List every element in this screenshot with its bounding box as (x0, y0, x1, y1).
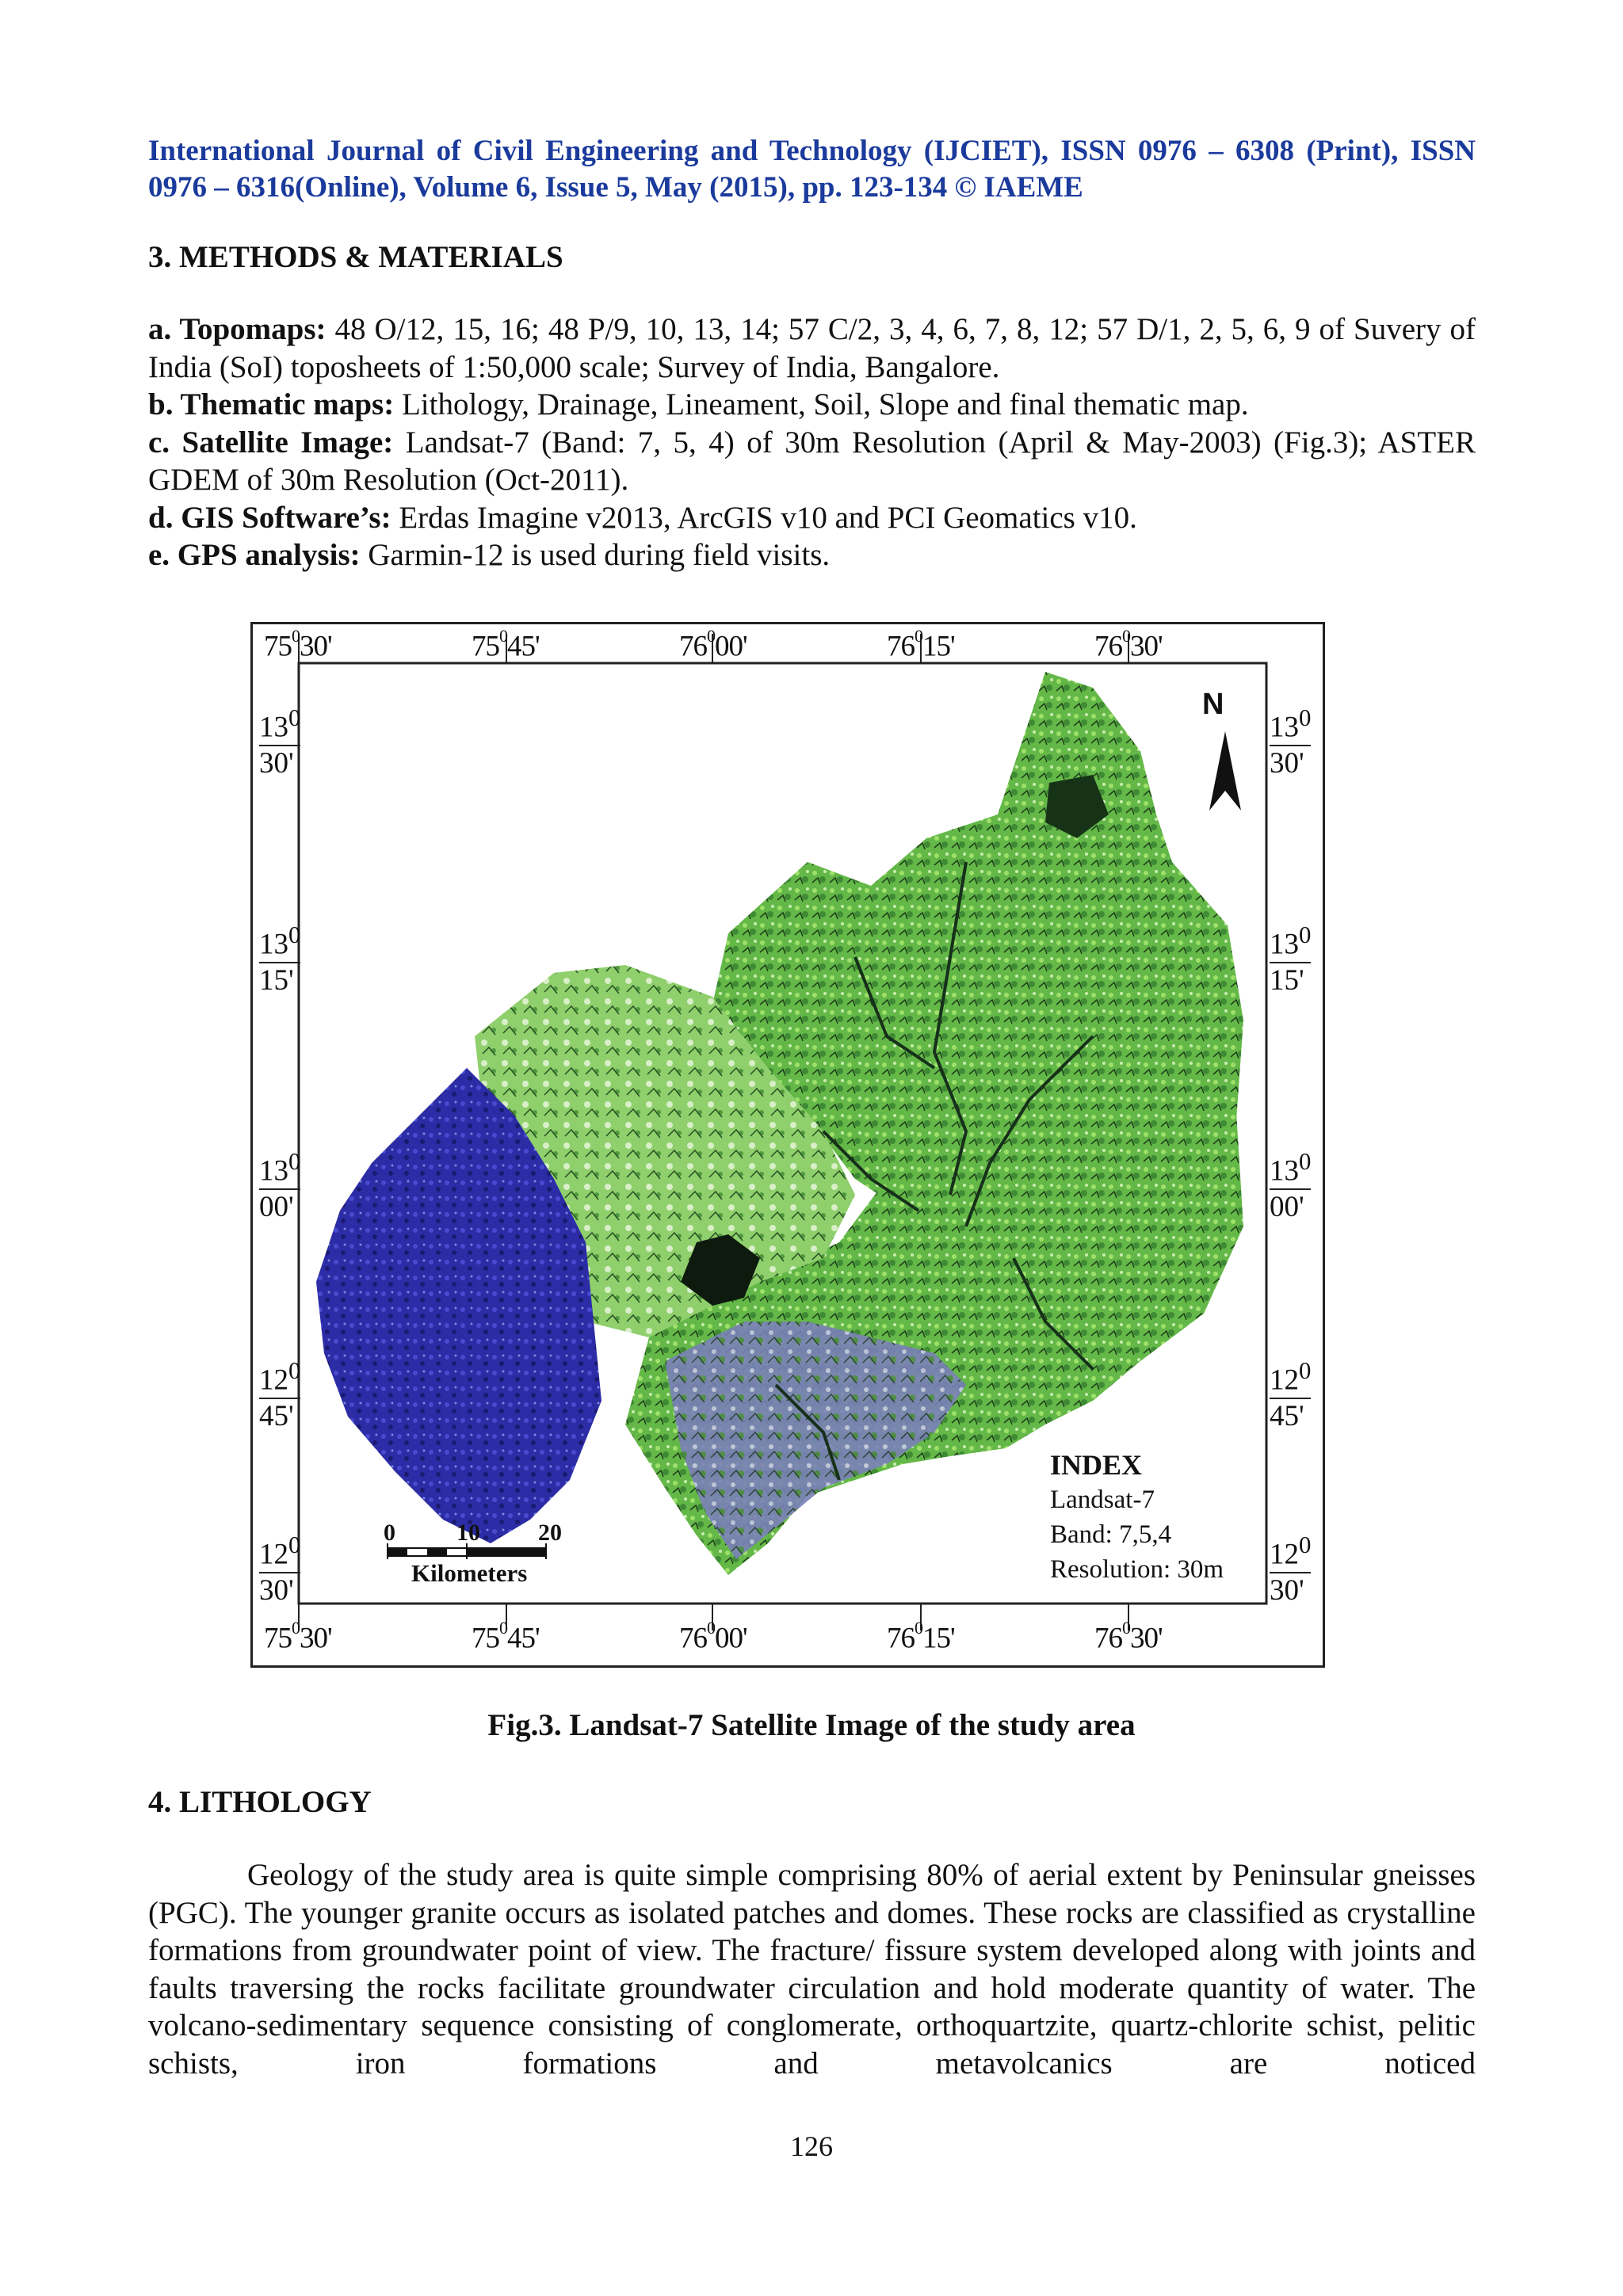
lon-minute: 45' (507, 630, 540, 663)
figure-caption: Fig.3. Landsat-7 Satellite Image of the study area (487, 1708, 1136, 1742)
degree-mark: 0 (915, 1618, 922, 1638)
lat-minute: 15' (1270, 962, 1311, 998)
materials-item-satellite (148, 424, 1476, 499)
materials-item-thematic (148, 386, 1476, 424)
lon-minute: 00' (715, 1622, 747, 1655)
degree-mark: 0 (915, 626, 922, 646)
item-text: Lithology, Drainage, Lineament, Soil, Slope and final thematic map. (394, 387, 1249, 421)
lat-degree: 13 (1270, 711, 1299, 744)
section-heading-methods: 3. METHODS & MATERIALS (148, 240, 563, 274)
scale-unit: Kilometers (411, 1559, 528, 1587)
degree-mark: 0 (499, 626, 507, 646)
scale-tick: 0 (384, 1520, 395, 1546)
item-text: Landsat-7 (Band: 7, 5, 4) of 30m Resolution (April & May-2003) (Fig.3); ASTER GDEM of 30m Resolution (Oct-2011). (148, 425, 1476, 497)
materials-item-gps (148, 536, 1476, 574)
lat-label-left (259, 1527, 300, 1608)
degree-mark: 0 (288, 1531, 301, 1558)
satellite-map-figure (250, 622, 1325, 1668)
degree-mark: 0 (707, 626, 715, 646)
lon-degree: 75 (264, 1622, 292, 1655)
lon-degree: 75 (472, 630, 499, 663)
item-text: Erdas Imagine v2013, ArcGIS v10 and PCI Geomatics v10. (391, 500, 1137, 535)
lon-label-top (1094, 626, 1163, 663)
journal-header: International Journal of Civil Engineering and Technology (IJCIET), ISSN 0976 – 6308 (Print), ISSN 0976 – 6316(Online), Volume 6, Issue 5, May (2015), pp. 123-134 © IAEME (148, 135, 1476, 204)
lon-degree: 76 (887, 630, 915, 663)
lon-minute: 00' (715, 630, 747, 663)
page-number: 126 (790, 2130, 833, 2162)
degree-mark: 0 (1299, 1148, 1312, 1175)
index-line: Band: 7,5,4 (1050, 1520, 1172, 1549)
lon-degree: 75 (264, 630, 292, 663)
lon-minute: 30' (300, 630, 332, 663)
degree-mark: 0 (288, 1148, 301, 1175)
lat-label-left (259, 917, 300, 998)
lon-label-bottom (264, 1618, 332, 1655)
lat-minute: 00' (1270, 1188, 1311, 1225)
degree-mark: 0 (1299, 1357, 1312, 1384)
degree-mark: 0 (288, 704, 301, 731)
lat-label-left (259, 1353, 300, 1434)
degree-mark: 0 (1299, 704, 1312, 731)
lon-degree: 76 (1094, 630, 1122, 663)
lat-label-right (1270, 700, 1311, 781)
lat-minute: 15' (259, 962, 300, 998)
index-line: Resolution: 30m (1050, 1555, 1224, 1584)
lon-label-top (679, 626, 747, 663)
lon-degree: 76 (679, 1622, 707, 1655)
lon-label-bottom (472, 1618, 540, 1655)
degree-mark: 0 (288, 921, 301, 948)
degree-mark: 0 (707, 1618, 715, 1638)
degree-mark: 0 (292, 1618, 300, 1638)
degree-mark: 0 (1122, 1618, 1130, 1638)
lat-degree: 12 (259, 1363, 288, 1397)
lat-degree: 13 (259, 928, 288, 961)
lat-degree: 13 (259, 1154, 288, 1188)
north-label: N (1202, 688, 1224, 721)
degree-mark: 0 (1299, 921, 1312, 948)
lat-label-left (259, 1144, 300, 1225)
lithology-paragraph: Geology of the study area is quite simple comprising 80% of aerial extent by Peninsular gneisses (PGC). The younger granite occurs as isolated patches and domes. These rocks are classified as crystalline formations from groundwater point of view. The fracture/ fissure system developed along with joints and faults traversing the rocks facilitate groundwater circulation and hold moderate quantity of water. The volcano-sedimentary sequence consisting of conglomerate, orthoquartzite, quartz-chlorite schist, pelitic schists, iron formations and metavolcanics are noticed (148, 1858, 1476, 2081)
lat-label-right (1270, 917, 1311, 998)
lon-degree: 75 (472, 1622, 499, 1655)
degree-mark: 0 (1122, 626, 1130, 646)
map-index (1050, 1447, 1224, 1587)
item-label: e. GPS analysis: (148, 538, 361, 572)
lat-degree: 12 (1270, 1538, 1299, 1571)
lon-label-bottom (887, 1618, 955, 1655)
lat-label-right (1270, 1527, 1311, 1608)
index-line: Landsat-7 (1050, 1486, 1155, 1514)
degree-mark: 0 (292, 626, 300, 646)
lat-minute: 30' (1270, 1572, 1311, 1608)
lon-label-bottom (1094, 1618, 1163, 1655)
lat-degree: 13 (259, 711, 288, 744)
scale-tick: 20 (538, 1520, 562, 1546)
section-heading-lithology: 4. LITHOLOGY (148, 1785, 372, 1819)
lat-minute: 30' (259, 1572, 300, 1608)
item-text: 48 O/12, 15, 16; 48 P/9, 10, 13, 14; 57 C/2, 3, 4, 6, 7, 8, 12; 57 D/1, 2, 5, 6, 9 of Suvery of India (SoI) toposheets of 1:50,000 scale; Survey of India, Bangalore. (148, 312, 1476, 384)
lat-degree: 13 (1270, 1154, 1299, 1188)
lon-label-top (887, 626, 955, 663)
lon-minute: 30' (1130, 630, 1163, 663)
materials-item-topomaps (148, 311, 1476, 386)
lat-minute: 30' (1270, 745, 1311, 781)
materials-item-software (148, 499, 1476, 537)
lat-label-right (1270, 1353, 1311, 1434)
lat-label-left (259, 700, 300, 781)
lat-minute: 45' (259, 1398, 300, 1434)
item-text: Garmin-12 is used during field visits. (360, 538, 831, 572)
lon-label-top (264, 626, 332, 663)
scale-tick: 10 (456, 1520, 480, 1546)
lat-minute: 00' (259, 1188, 300, 1225)
lon-minute: 15' (922, 630, 955, 663)
lon-minute: 30' (300, 1622, 332, 1655)
lat-degree: 13 (1270, 928, 1299, 961)
degree-mark: 0 (1299, 1531, 1312, 1558)
item-label: b. Thematic maps: (148, 387, 395, 421)
index-title: INDEX (1050, 1449, 1143, 1481)
lon-minute: 15' (922, 1622, 955, 1655)
degree-mark: 0 (499, 1618, 507, 1638)
degree-mark: 0 (288, 1357, 301, 1384)
lon-label-top (472, 626, 540, 663)
item-label: a. Topomaps: (148, 312, 327, 346)
lat-degree: 12 (259, 1538, 288, 1571)
item-label: c. Satellite Image: (148, 425, 394, 460)
lat-degree: 12 (1270, 1363, 1299, 1397)
lat-minute: 45' (1270, 1398, 1311, 1434)
lon-degree: 76 (679, 630, 707, 663)
materials-list (148, 311, 1476, 574)
lat-label-right (1270, 1144, 1311, 1225)
lat-minute: 30' (259, 745, 300, 781)
lon-label-bottom (679, 1618, 747, 1655)
item-label: d. GIS Software’s: (148, 500, 391, 535)
lon-minute: 30' (1130, 1622, 1163, 1655)
lon-degree: 76 (887, 1622, 915, 1655)
lon-minute: 45' (507, 1622, 540, 1655)
lon-degree: 76 (1094, 1622, 1122, 1655)
